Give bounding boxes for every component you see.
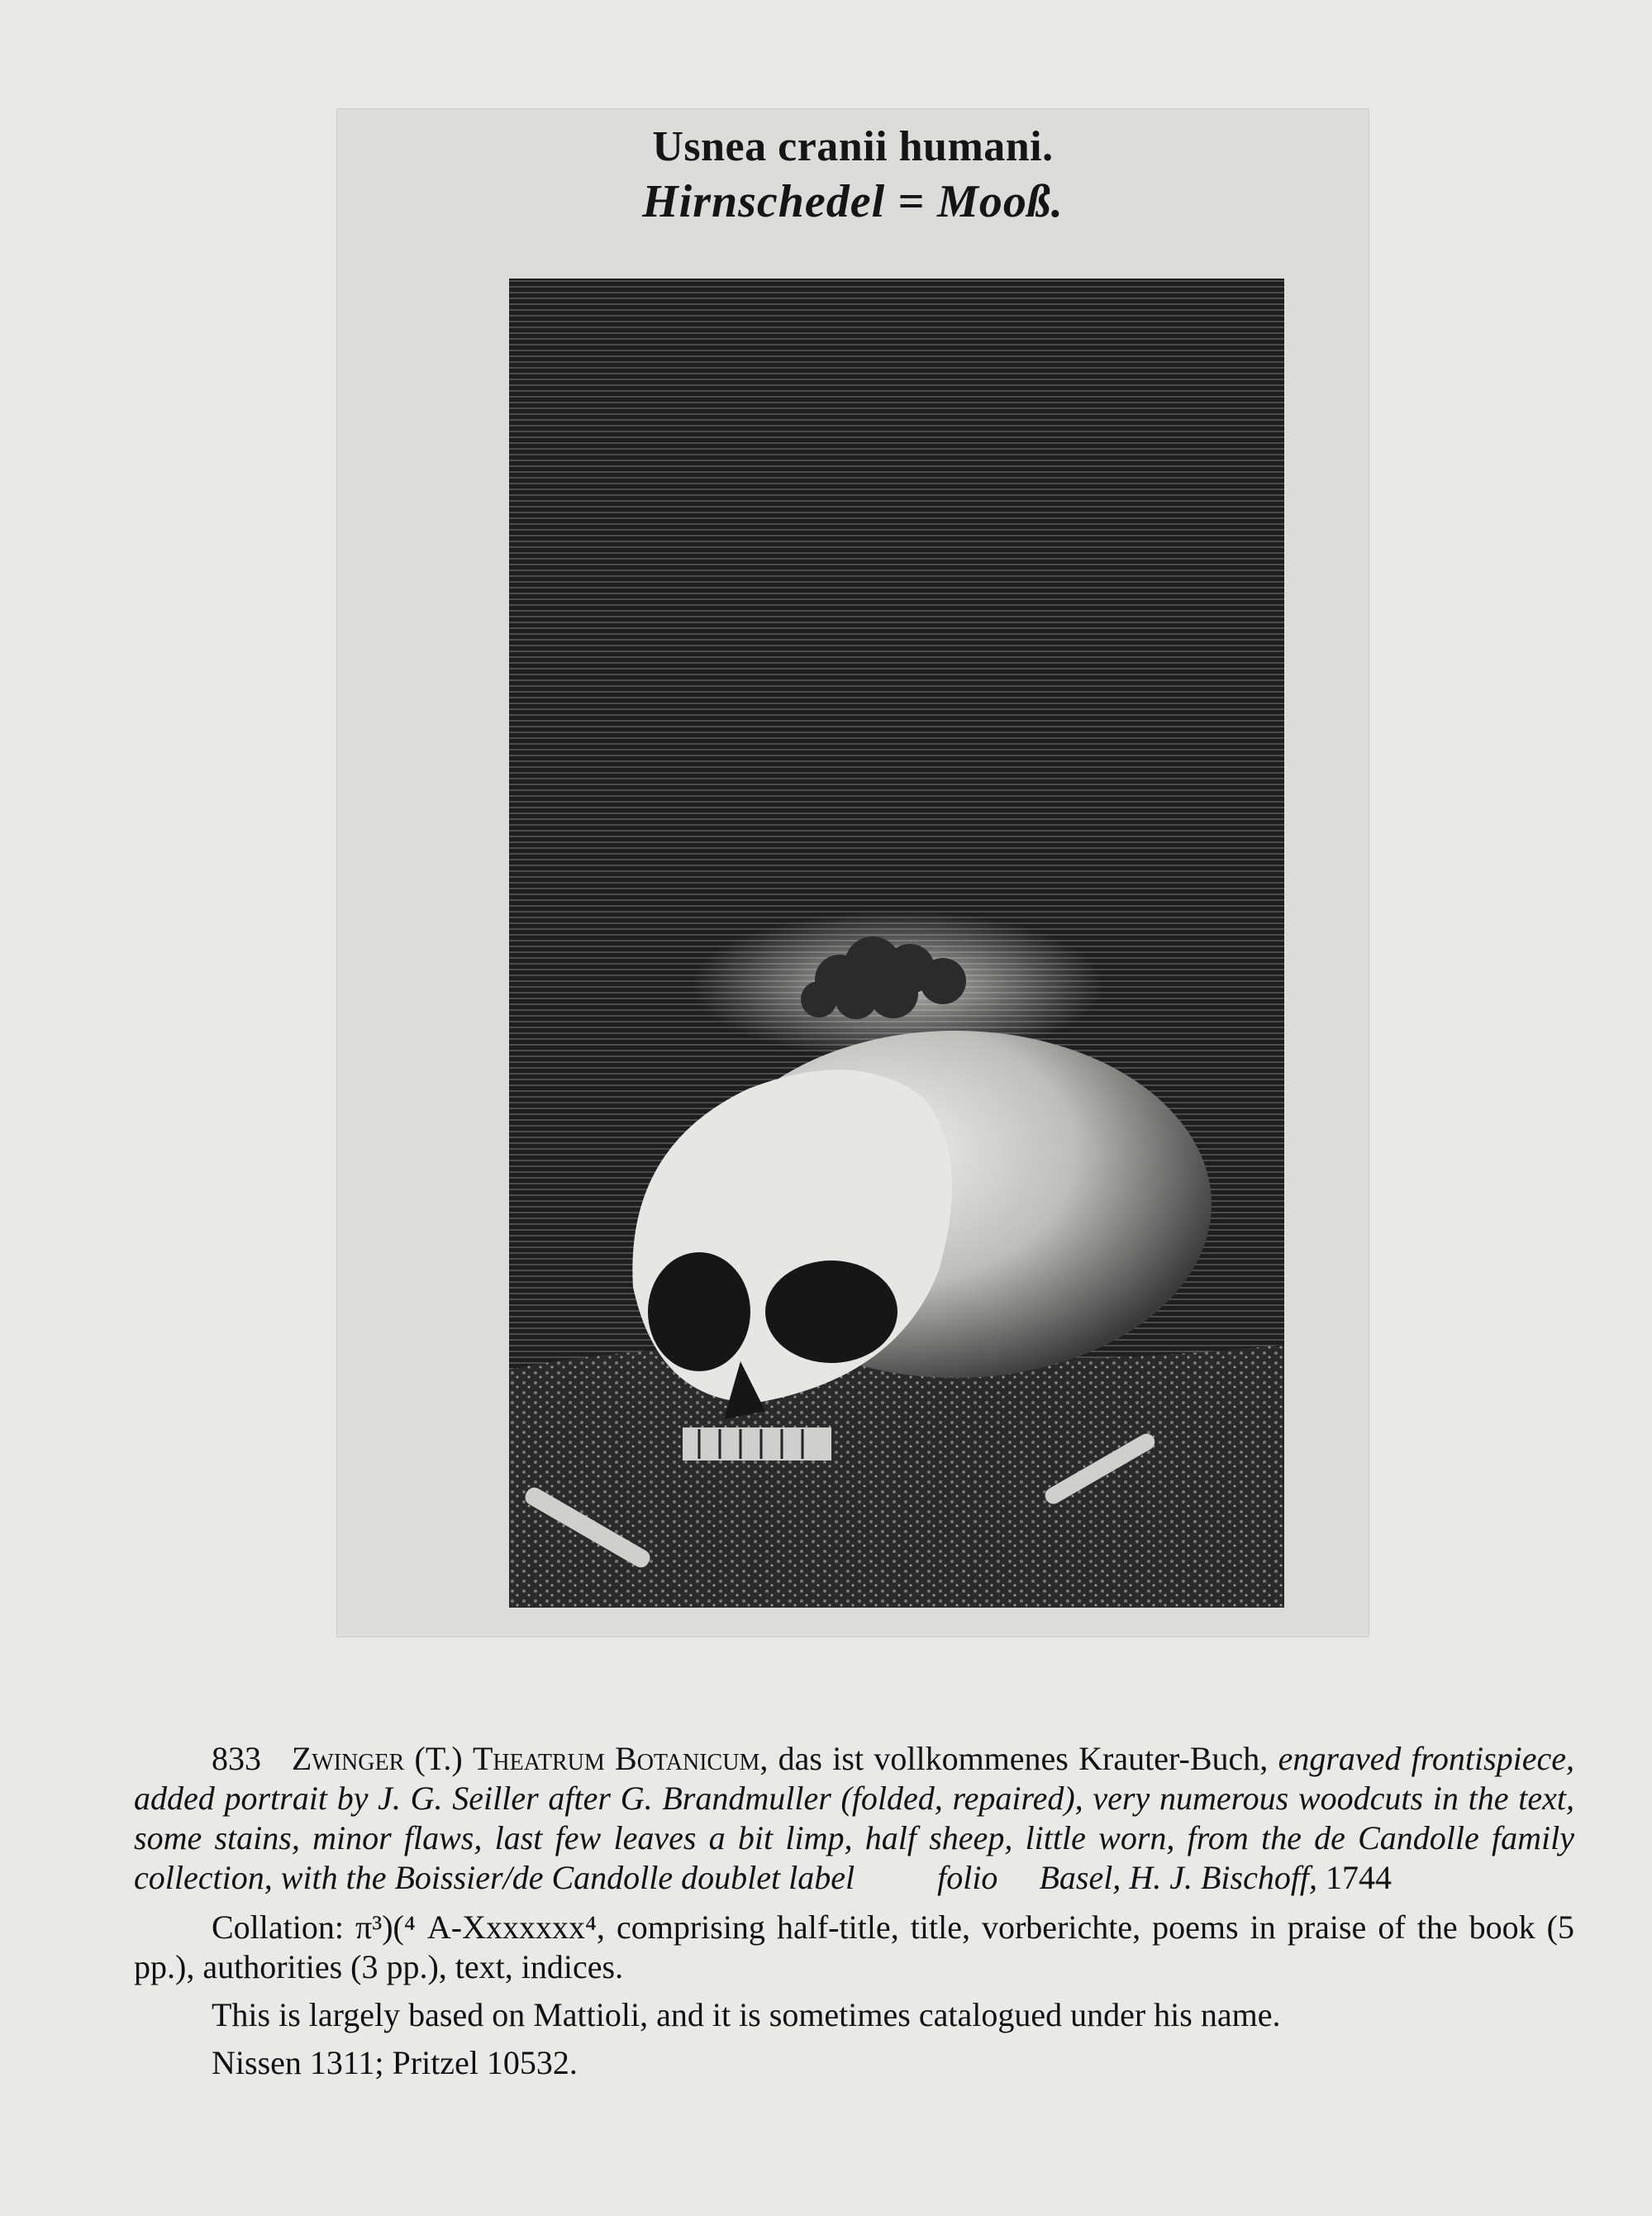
entry-title-continuation: das ist vollkommenes Krauter-Buch, [778, 1740, 1269, 1777]
entry-format: folio [937, 1859, 998, 1896]
entry-place: Basel, [1039, 1859, 1121, 1896]
entry-author: Zwinger (T.) [291, 1740, 463, 1777]
entry-publisher: H. J. Bischoff, [1129, 1859, 1318, 1896]
plate-caption-latin: Usnea cranii humani. [652, 123, 1054, 170]
entry-description: engraved frontispiece, added portrait by J. G. Seiller after G. Brandmuller (folded, repaired), very numerous woodcuts in the text, some stains, minor flaws, last few leaves a bit limp, half sheep, little worn, from the de Candolle family collection, with the Boissier/de Candolle doublet label [134, 1740, 1575, 1896]
references: Nissen 1311; Pritzel 10532. [212, 2044, 578, 2081]
entry-paragraph [134, 1739, 1574, 1898]
entry-number: 833 [212, 1740, 261, 1777]
note: This is largely based on Mattioli, and it is sometimes catalogued under his name. [212, 1996, 1281, 2033]
catalogue-entry [134, 1739, 1574, 2083]
skull-woodcut-image [509, 279, 1284, 1608]
plate-caption-german: Hirnschedel = Mooß. [642, 176, 1064, 227]
entry-imprint [863, 1859, 1392, 1896]
collation: Collation: π³)(⁴ A-Xxxxxxx⁴, comprising half-title, title, vorberichte, poems in praise of the book (5 pp.), authorities (3 pp.), text, indices. [134, 1909, 1574, 1985]
entry-year: 1744 [1326, 1859, 1393, 1896]
entry-title: Theatrum Botanicum, [472, 1740, 769, 1777]
woodcut-plate [337, 109, 1369, 1637]
